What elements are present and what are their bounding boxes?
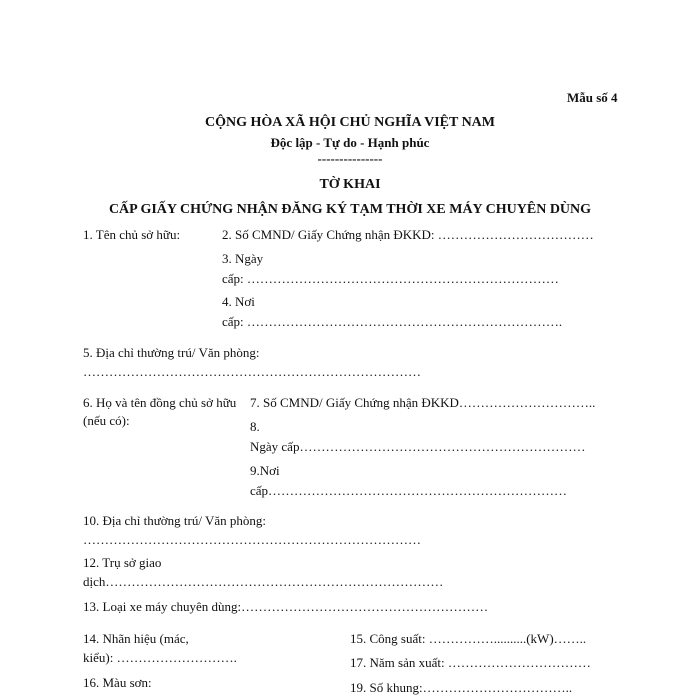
machine-type-field: 13. Loại xe máy chuyên dùng:………………………………………………… [83,599,489,614]
brand-field: kiểu): ………………………. [83,650,237,665]
co-owner-issue-place-label: 9.Nơi [250,463,280,478]
co-owner-id-field: 7. Số CMND/ Giấy Chứng nhận ĐKKD………………………….. [250,395,596,410]
color-label: 16. Màu sơn: [83,675,152,690]
issue-place-label: 4. Nơi [222,294,255,309]
address-field: …………………………………………………………………… [83,364,421,379]
year-field: 17. Năm sản xuất: …………………………… [350,655,591,670]
address-label: 5. Địa chỉ thường trú/ Văn phòng: [83,345,260,360]
frame-number-field: 19. Số khung:…………………………….. [350,680,573,695]
office-label: 12. Trụ sở giao [83,555,162,570]
office-field: dịch…………………………………………………………………… [83,574,444,589]
issue-date-field: cấp: ……………………………………………………………… [222,271,559,286]
header-divider: --------------- [317,151,383,166]
co-owner-issue-date-field: Ngày cấp………………………………………………………… [250,439,586,454]
co-owner-label: 6. Họ và tên đồng chủ sở hữu [83,395,237,410]
power-field: 15. Công suất: ……………..........(kW)…….. [350,631,587,646]
form-title: TỜ KHAI [319,177,381,192]
co-owner-address-label: 10. Địa chỉ thường trú/ Văn phòng: [83,513,267,528]
form-code: Mẫu số 4 [567,90,618,105]
brand-label: 14. Nhãn hiệu (mác, [83,631,189,646]
co-owner-label-note: (nếu có): [83,413,130,428]
nation-title: CỘNG HÒA XÃ HỘI CHỦ NGHĨA VIỆT NAM [204,115,495,130]
issue-date-label: 3. Ngày [222,251,264,266]
co-owner-address-field: …………………………………………………………………… [83,532,421,547]
issue-place-field: cấp: ………………………………………………………………. [222,314,563,329]
id-number-field: 2. Số CMND/ Giấy Chứng nhận ĐKKD: ……………………………… [222,227,594,242]
motto: Độc lập - Tự do - Hạnh phúc [270,135,430,150]
owner-name-label: 1. Tên chủ sở hữu: [83,227,181,242]
co-owner-issue-place-field: cấp…………………………………………………………… [250,483,568,498]
form-subtitle: CẤP GIẤY CHỨNG NHẬN ĐĂNG KÝ TẠM THỜI XE MÁY CHUYÊN DÙNG [108,202,592,217]
co-owner-issue-date-label: 8. [250,419,260,434]
